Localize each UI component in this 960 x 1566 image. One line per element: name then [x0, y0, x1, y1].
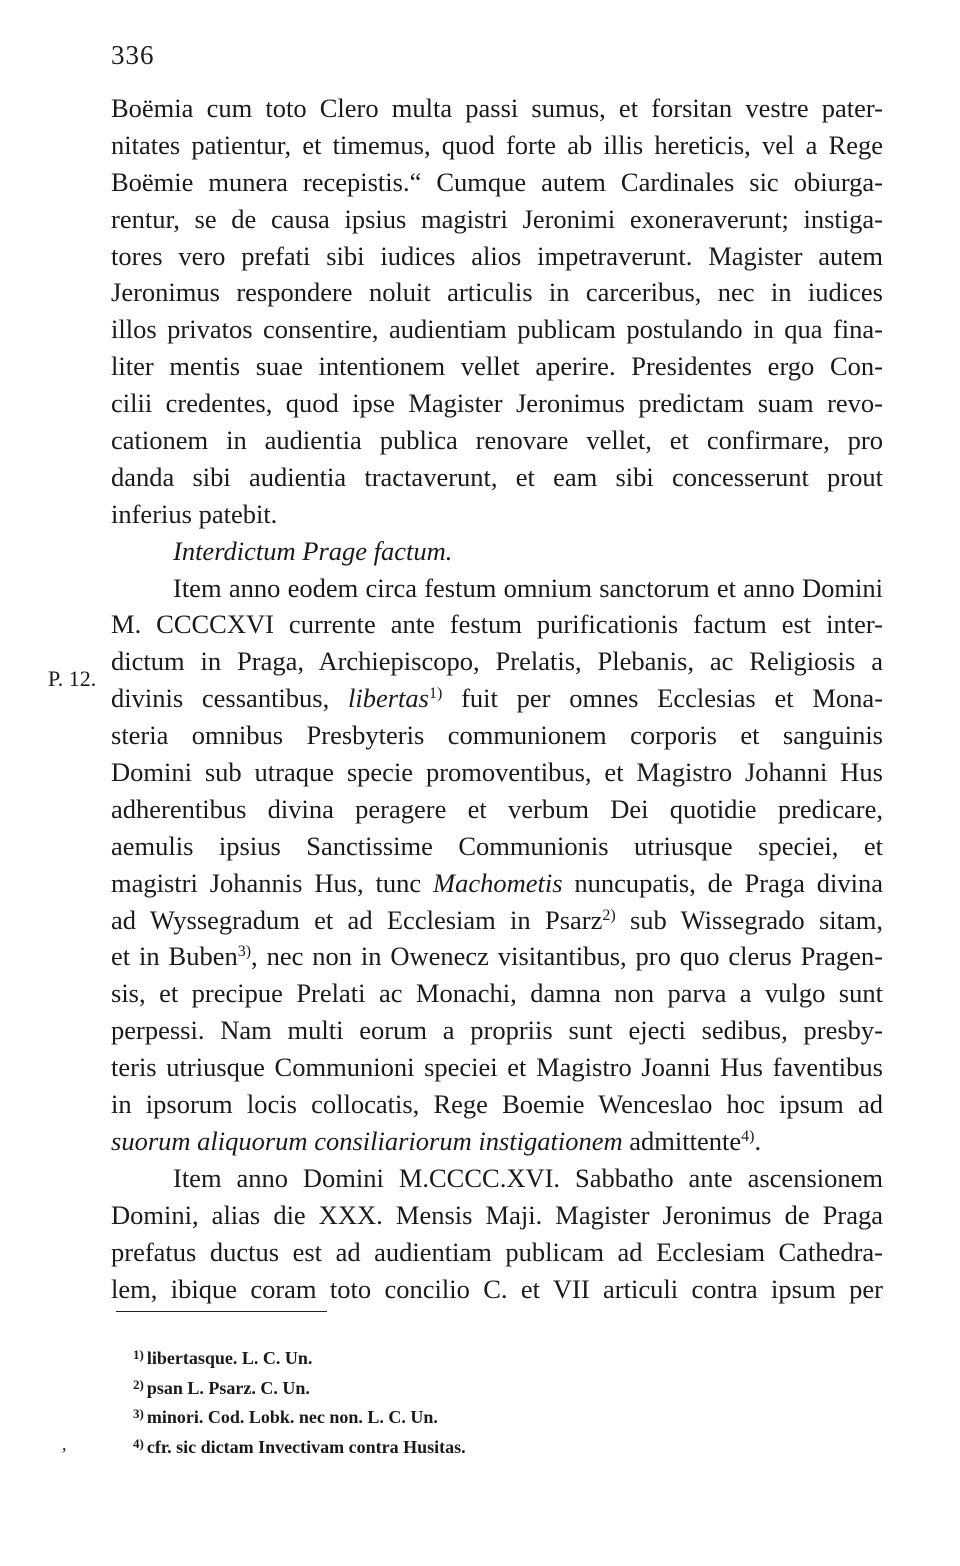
text-line: sis, et precipue Prelati ac Monachi, damna non parva a vulgo sunt — [111, 978, 883, 1009]
text-line: cationem in audientia publica renovare vellet, et confirmare, pro — [111, 425, 883, 456]
text-line: dictum in Praga, Archiepiscopo, Prelatis, Plebanis, ac Religiosis a — [111, 646, 883, 677]
text-line: adherentibus divina peragere et verbum Dei quotidie predicare, — [111, 793, 883, 824]
italic-run: Machometis — [433, 867, 563, 898]
text-run: divinis cessantibus, — [111, 683, 330, 714]
text-run: et in Buben — [111, 941, 238, 972]
text-line: Item anno Domini M.CCCC.XVI. Sabbatho ante ascensionem — [173, 1162, 883, 1193]
text-line: perpessi. Nam multi eorum a propriis sunt ejecti sedibus, presby- — [111, 1015, 883, 1046]
text-line: illos privatos consentire, audientiam publicam postulando in qua fina- — [111, 314, 883, 345]
footnote-ref: 4) — [741, 1127, 755, 1145]
text-line: inferius patebit. — [111, 498, 278, 529]
text-line: teris utriusque Communioni speciei et Magistro Joanni Hus faventibus — [111, 1052, 883, 1083]
footnote-mark: 3) — [133, 1406, 144, 1422]
text-line: nitates patientur, et timemus, quod forte ab illis hereticis, vel a Rege — [111, 129, 883, 160]
text-line: prefatus ductus est ad audientiam publicam ad Ecclesiam Cathedra- — [111, 1236, 883, 1267]
italic-run: libertas — [348, 683, 429, 714]
footnote — [133, 1401, 466, 1431]
footnote-ref: 3) — [237, 943, 252, 961]
margin-note: P. 12. — [48, 666, 97, 691]
footnotes — [133, 1342, 466, 1460]
text-line — [111, 680, 883, 717]
text-run: , nec non in Owenecz visitantibus, pro quo clerus Pragen- — [251, 941, 883, 972]
section-heading: Interdictum Prage factum. — [173, 535, 453, 566]
footnote-divider — [116, 1311, 327, 1312]
text-line: lem, ibique coram toto concilio C. et VII articuli contra ipsum per — [111, 1273, 883, 1304]
footnote-ref: 1) — [428, 685, 443, 703]
footnote-text: psan L. Psarz. C. Un. — [146, 1377, 310, 1398]
footnote-ref: 2) — [602, 906, 616, 924]
text-line: liter mentis suae intentionem vellet aperire. Presidentes ergo Con- — [111, 351, 883, 382]
text-line: in ipsorum locis collocatis, Rege Boemie Wenceslao hoc ipsum ad — [111, 1089, 883, 1120]
footnote — [133, 1342, 466, 1372]
footnote-mark: 4) — [133, 1435, 144, 1451]
main-text — [111, 90, 883, 1307]
footnote-text: minori. Cod. Lobk. nec non. L. C. Un. — [146, 1407, 438, 1428]
stray-mark: , — [62, 1434, 67, 1454]
text-line: Boëmie munera recepistis.“ Cumque autem Cardinales sic obiurga- — [111, 166, 883, 197]
text-line: Domini, alias die XXX. Mensis Maji. Magister Jeronimus de Praga — [111, 1199, 883, 1230]
italic-run: suorum aliquorum consiliariorum instigationem — [111, 1125, 623, 1156]
text-line: Boëmia cum toto Clero multa passi sumus, et forsitan vestre pater- — [111, 93, 883, 123]
text-run: admittente — [629, 1125, 742, 1156]
text-run: nuncupatis, de Praga divina — [574, 867, 883, 898]
footnote-mark: 1) — [133, 1347, 144, 1362]
footnote-text: cfr. sic dictam Invectivam contra Husitas. — [146, 1436, 466, 1457]
text-line — [111, 902, 883, 939]
text-line — [111, 938, 883, 975]
text-line: Item anno eodem circa festum omnium sanctorum et anno Domini — [173, 572, 883, 603]
text-run: magistri Johannis Hus, tunc — [111, 867, 422, 898]
text-line: steria omnibus Presbyteris communionem corporis et sanguinis — [111, 720, 883, 751]
text-line: M. CCCCXVI currente ante festum purificationis factum est inter- — [111, 609, 883, 640]
page-number: 336 — [111, 40, 155, 70]
text-line — [111, 1123, 883, 1160]
text-run: ad Wyssegradum et ad Ecclesiam in Psarz — [111, 904, 603, 935]
text-line: rentur, se de causa ipsius magistri Jeronimi exoneraverunt; instiga- — [111, 203, 883, 234]
text-line: cilii credentes, quod ipse Magister Jeronimus predictam suam revo- — [111, 388, 883, 419]
text-line: aemulis ipsius Sanctissime Communionis utriusque speciei, et — [111, 830, 883, 861]
footnote-text: libertasque. L. C. Un. — [146, 1348, 313, 1368]
text-line: Jeronimus respondere noluit articulis in carceribus, nec in iudices — [111, 277, 883, 308]
footnote — [133, 1431, 466, 1461]
text-run: . — [754, 1125, 762, 1156]
text-line: tores vero prefati sibi iudices alios impetraverunt. Magister autem — [111, 240, 883, 271]
footnote — [133, 1372, 466, 1402]
text-line — [111, 865, 883, 902]
text-run: sub Wissegrado sitam, — [629, 904, 883, 935]
text-run: fuit per omnes Ecclesias et Mona- — [461, 683, 884, 714]
text-line: danda sibi audientia tractaverunt, et eam sibi concesserunt prout — [111, 461, 883, 492]
footnote-mark: 2) — [133, 1376, 144, 1392]
text-line: Domini sub utraque specie promoventibus, et Magistro Johanni Hus — [111, 757, 883, 788]
